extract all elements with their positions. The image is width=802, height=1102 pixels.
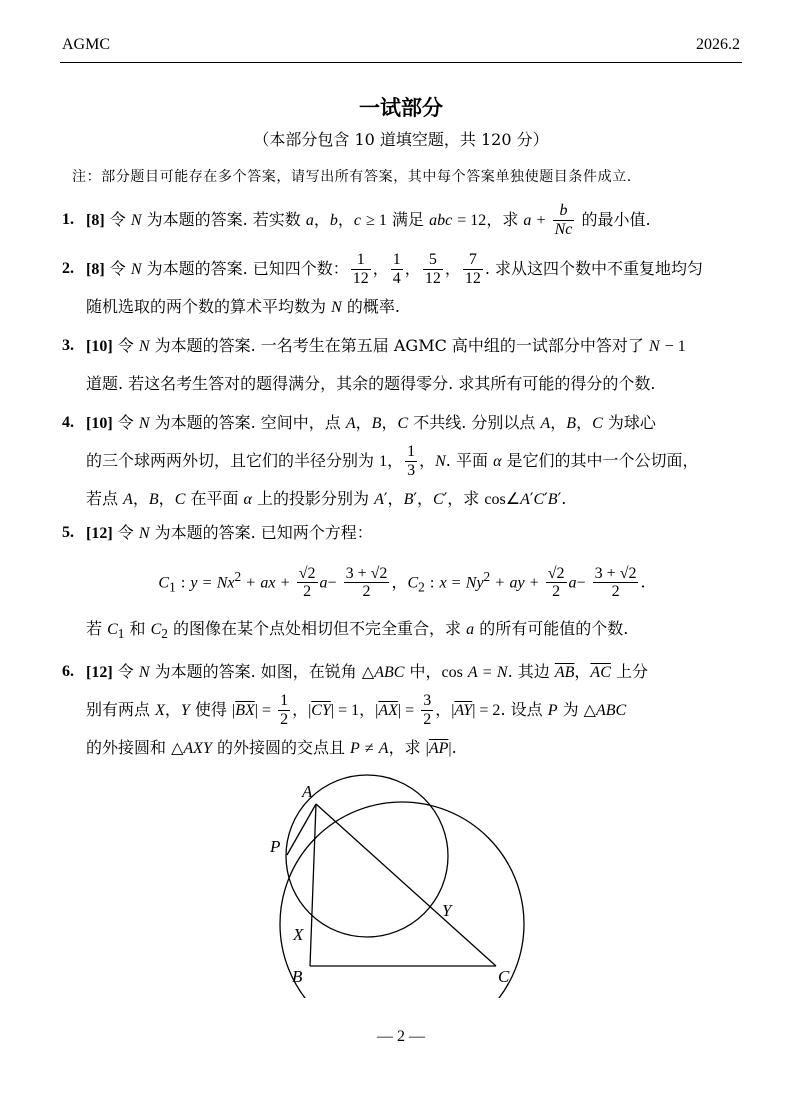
question-number: 5. (62, 524, 74, 541)
label-a: A (302, 782, 313, 801)
question-number: 4. (62, 414, 74, 431)
header-rule (60, 62, 742, 63)
question-points: [8] (86, 261, 105, 278)
question-2: 2. [8] 令 N 为本题的答案. 已知四个数： $\frac{1}{12}$ ， $\frac{1}{4}$ ， $\frac{5}{12}$ ， $\frac{7}{12}$ . 求从这四个数中不重复地均匀 随机选取的两个数的算术平均数为 N 的概率. (62, 251, 704, 316)
equation: $C_1$ : y = Nx$^2$ + ax + $\frac{√2}{2}$ a− $\frac{3 + √2}{2}$ ，$C_2$ : x = Ny$^2$ + ay + $\frac{√2}{2}$ a− $\frac{3 + √2}{2}$ . (158, 564, 646, 601)
circumcircle-abc (280, 802, 524, 998)
question-points: [12] (86, 664, 113, 681)
page-number: — 2 — (377, 1028, 425, 1045)
question-number: 6. (62, 663, 74, 680)
question-number: 3. (62, 337, 74, 354)
segment-ap (287, 804, 316, 855)
question-number: 1. (62, 211, 74, 228)
label-p: P (270, 837, 281, 856)
section-subtitle: （本部分包含 10 道填空题，共 120 分） (253, 130, 549, 149)
label-c: C (498, 967, 510, 986)
question-points: [10] (86, 338, 113, 355)
question-number: 2. (62, 260, 74, 277)
question-points: [10] (86, 415, 113, 432)
label-y: Y (442, 901, 452, 920)
side-ac (316, 804, 496, 966)
geometry-figure (270, 758, 550, 998)
question-6: 6. [12] 令 N 为本题的答案. 如图，在锐角 △ABC 中，cos A = N. 其边 $\overline{AB}$，$\overline{AC}$ 上分 别有两点 X，Y 使得 $|\overline{BX}|$ = $\frac{1}{2}$ ，$|\overline{CY}| = 1$，$|\overline{AX}|$ = $\frac{3}{2}$ ，$|\overline{AY}| = 2$. 设点 P 为 △ABC 的外接圆和 △AXY 的外接圆的交点且 P ≠ A，求 $|\overline{AP}|$. (62, 653, 742, 767)
question-3: 3. [10] 令 N 为本题的答案. 一名考生在第五届 AGMC 高中组的一试部分中答对了 N − 1 道题. 若这名考生答对的题得满分，其余的题得零分. 求其所有可能的得分的个数. (62, 327, 742, 402)
label-x: X (293, 925, 304, 944)
label-b: B (292, 967, 303, 986)
question-5: 5. [12] 令 N 为本题的答案. 已知两个方程： $C_1$ : y = Nx$^2$ + ax + $\frac{√2}{2}$ a− $\frac{3 + √2}{2}$ ，$C_2$ : x = Ny$^2$ + ay + $\frac{√2}{2}$ a− $\frac{3 + √2}{2}$ . 若 $C_1$ 和 $C_2$ 的图像在某个点处相切但不完全重合，求 a 的所有可能值的个数. (62, 514, 742, 652)
instruction-note: 注：部分题目可能存在多个答案，请写出所有答案，其中每个答案单独使题目条件成立. (72, 169, 632, 185)
header-right: 2026.2 (696, 36, 740, 53)
question-4: 4. [10] 令 N 为本题的答案. 空间中，点 A，B，C 不共线. 分别以点 A，B，C 为球心 的三个球两两外切，且它们的半径分别为 1， $\frac{1}{3}$ ，N. 平面 α 是它们的其中一个公切面， 若点 A，B，C 在平面 α 上的投影分别为 A′，B′，C′，求 cos∠A′C′B′. (62, 404, 742, 518)
header-left: AGMC (62, 36, 111, 53)
question-points: [8] (86, 212, 105, 229)
question-1: 1. [8] 令 N 为本题的答案. 若实数 a，b，c ≥ 1 满足 abc = 12，求 a + $\frac{b}{Nc}$ 的最小值. (62, 202, 651, 238)
side-ab (310, 804, 316, 966)
section-title: 一试部分 (359, 95, 443, 120)
question-points: [12] (86, 525, 113, 542)
